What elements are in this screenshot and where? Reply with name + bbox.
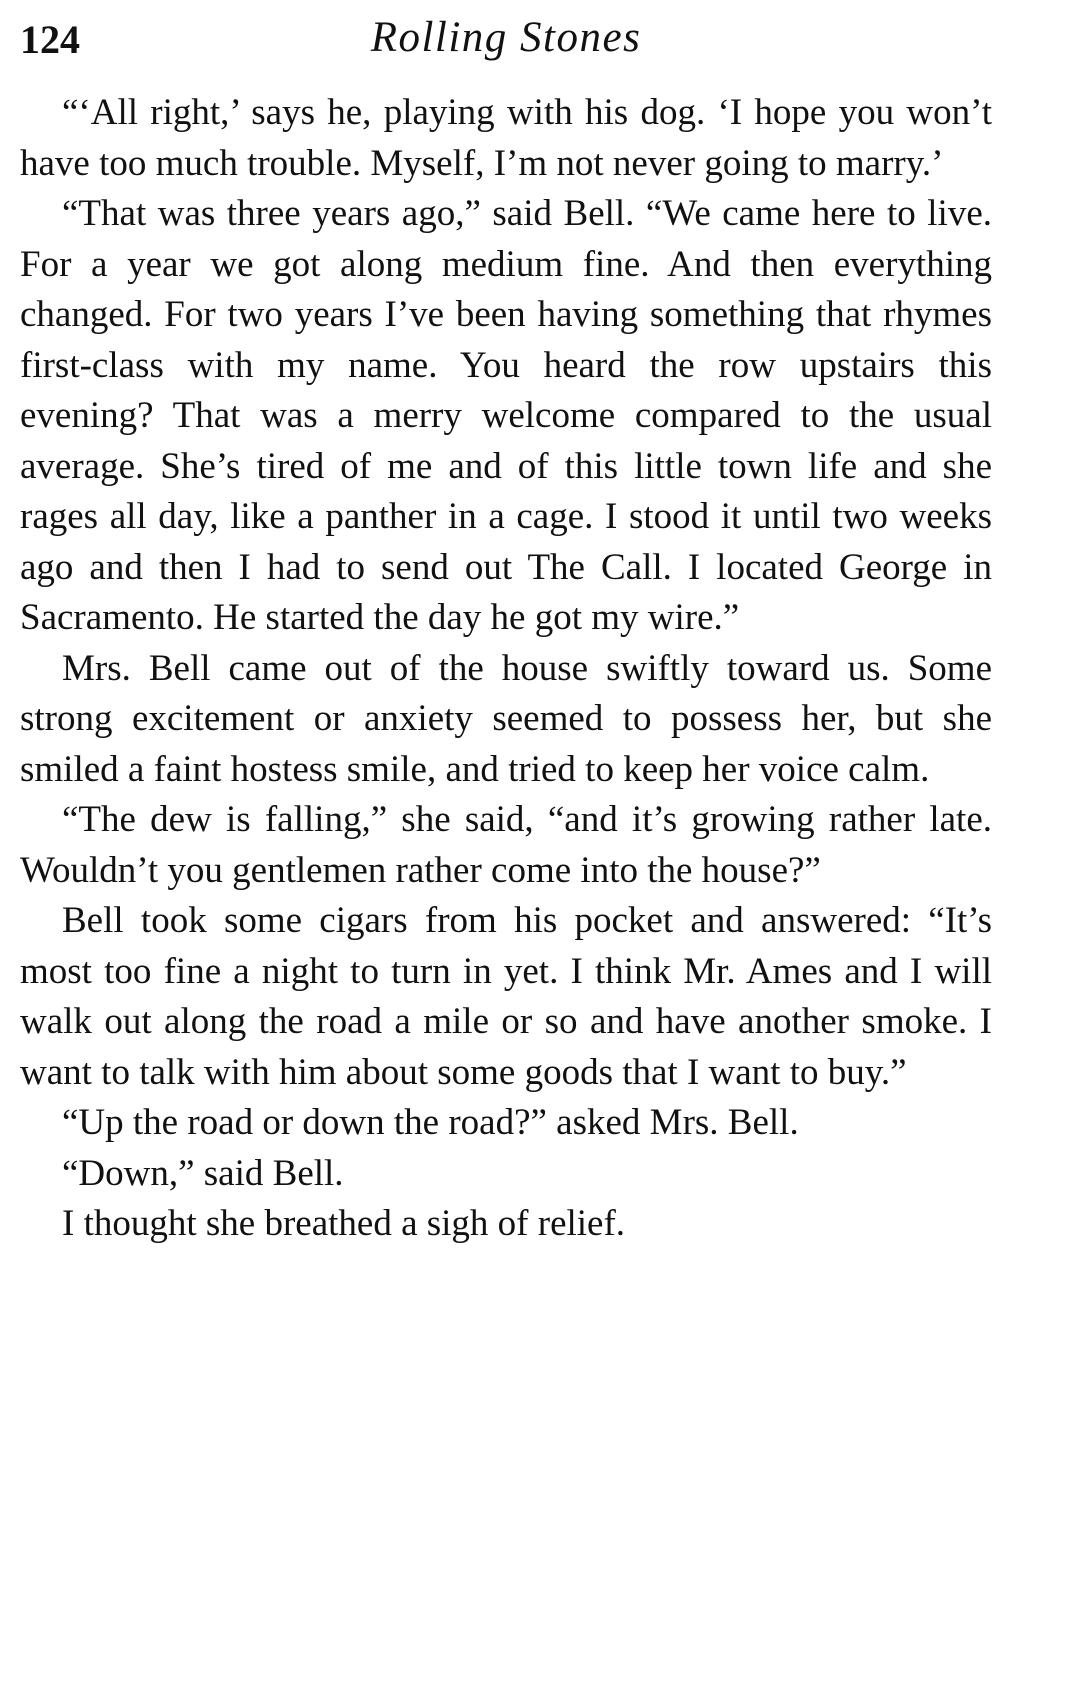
paragraph: “Up the road or down the road?” asked Mrs. Bell. [62,1102,799,1143]
paragraph: “That was three years ago,” said Bell. “We came here to live. For a year we got along medium fine. And then everything changed. For two years I’ve been having something that rhymes first-class with my name. You heard the row upstairs this evening? That was a merry welcome compared to the usual average. She’s tired of me and of this little town life and she rages all day, like a panther in a cage. I stood it until two weeks ago and then I had to send out The Call. I located George in Sacramento. He started the day he got my wire.” [20,193,992,638]
page-number: 124 [20,17,80,62]
running-head: Rolling Stones [370,14,642,61]
paragraph: “Down,” said Bell. [62,1152,344,1194]
paragraph: Mrs. Bell came out of the house swiftly toward us. Some strong excitement or anxiety seemed to possess her, but she smiled a faint hostess smile, and tried to keep her voice calm. [20,647,992,790]
paragraph: “The dew is falling,” she said, “and it’s growing rather late. Wouldn’t you gentlemen rather come into the house?” [20,799,992,891]
page-header [20,12,992,68]
paragraph: I thought she breathed a sigh of relief. [62,1203,626,1244]
body-text [20,88,992,1250]
paragraph: “‘All right,’ says he, playing with his dog. ‘I hope you won’t have too much trouble. Myself, I’m not never going to marry.’ [20,92,992,184]
paragraph: Bell took some cigars from his pocket and answered: “It’s most too fine a night to turn in yet. I think Mr. Ames and I will walk out along the road a mile or so and have another smoke. I want to talk with him about some goods that I want to buy.” [20,900,992,1093]
